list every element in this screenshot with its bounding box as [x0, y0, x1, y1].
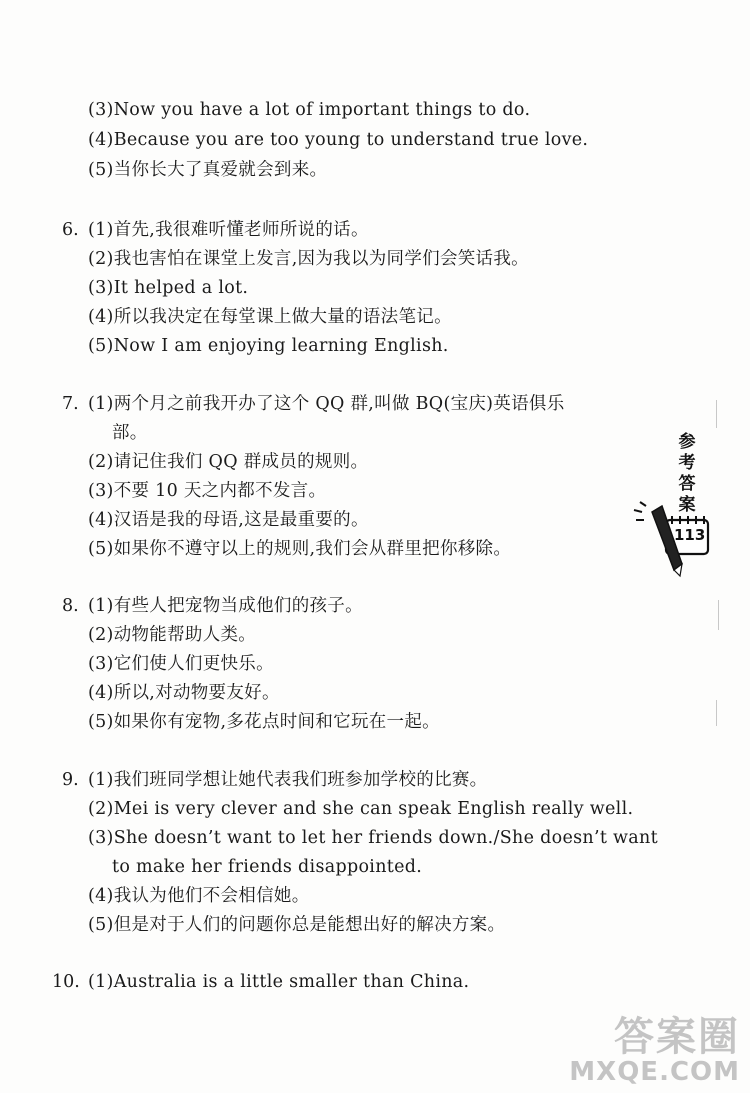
answer-line: (2)我也害怕在课堂上发言,因为我以为同学们会笑话我。: [88, 249, 529, 269]
answer-line: (4)我认为他们不会相信她。: [88, 886, 310, 906]
answer-line: (4)所以,对动物要友好。: [88, 683, 280, 703]
answer-line: (2)请记住我们 QQ 群成员的规则。: [88, 452, 369, 472]
answer-line: (3)它们使人们更快乐。: [88, 654, 274, 674]
answer-line: (2)Mei is very clever and she can speak English really well.: [88, 799, 634, 819]
answer-line: (4)Because you are too young to understand true love.: [88, 130, 589, 150]
answer-line: (5)如果你不遵守以上的规则,我们会从群里把你移除。: [88, 539, 512, 559]
answer-line: (3)She doesn’t want to let her friends down./She doesn’t want: [88, 828, 658, 848]
answer-line: (3)It helped a lot.: [88, 278, 249, 298]
answer-line: (1)首先,我很难听懂老师所说的话。: [88, 220, 369, 240]
answer-line: (4)汉语是我的母语,这是最重要的。: [88, 510, 369, 530]
watermark: [569, 1014, 740, 1087]
margin-mark: [716, 400, 717, 428]
answer-line: (1)两个月之前我开办了这个 QQ 群,叫做 BQ(宝庆)英语俱乐: [88, 394, 565, 414]
question-number: 7.: [62, 394, 79, 414]
answer-line: (3)不要 10 天之内都不发言。: [88, 481, 327, 501]
answer-line: (1)Australia is a little smaller than China.: [88, 972, 470, 992]
watermark-logo: 答案圈: [614, 1014, 740, 1060]
question-number: 10.: [52, 972, 80, 992]
watermark-url: MXQE.COM: [569, 1057, 740, 1087]
question-number: 9.: [62, 770, 79, 790]
section-tab-label: 参 考 答 案: [678, 432, 696, 515]
answer-line: (5)如果你有宠物,多花点时间和它玩在一起。: [88, 712, 440, 732]
answer-line: (5)但是对于人们的问题你总是能想出好的解决方案。: [88, 915, 506, 935]
question-number: 8.: [62, 596, 79, 616]
answer-line: (1)有些人把宠物当成他们的孩子。: [88, 596, 363, 616]
page-number: 113: [674, 526, 706, 544]
answer-line: (4)所以我决定在每堂课上做大量的语法笔记。: [88, 307, 452, 327]
margin-mark: [716, 700, 717, 726]
notebook-pencil-icon: [628, 432, 718, 582]
question-number: 6.: [62, 220, 79, 240]
answer-line: (3)Now you have a lot of important things to do.: [88, 100, 531, 120]
answer-line: to make her friends disappointed.: [112, 857, 423, 877]
answer-line: (2)动物能帮助人类。: [88, 625, 257, 645]
margin-mark: [718, 600, 719, 630]
answer-line: (5)Now I am enjoying learning English.: [88, 336, 449, 356]
section-tab: [628, 432, 718, 582]
answer-line: (5)当你长大了真爱就会到来。: [88, 160, 328, 180]
answer-line: 部。: [112, 423, 148, 443]
answer-line: (1)我们班同学想让她代表我们班参加学校的比赛。: [88, 770, 488, 790]
